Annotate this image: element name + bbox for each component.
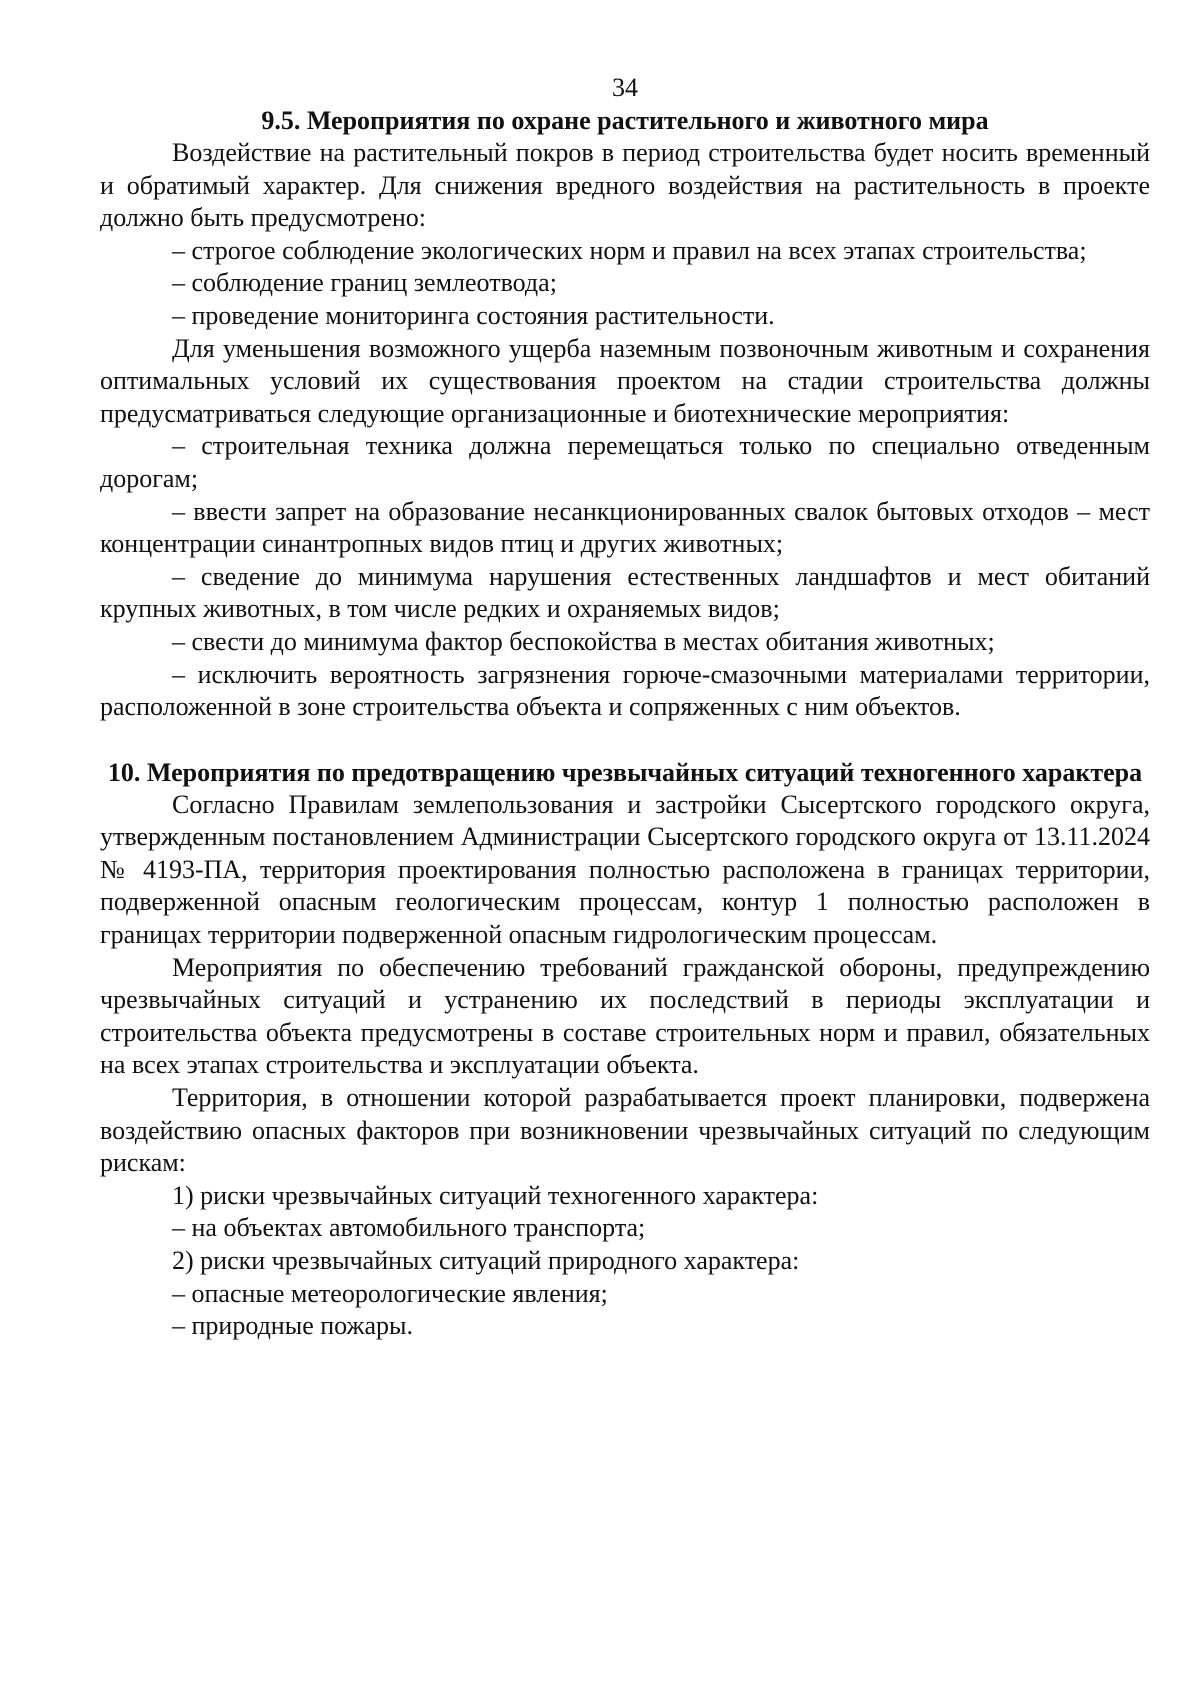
section-9-5-item-6: – сведение до минимума нарушения естественных ландшафтов и мест обитаний крупных животных, в том числе редких и охраняемых видов; <box>100 561 1150 624</box>
section-9-5-paragraph-2: Для уменьшения возможного ущерба наземным позвоночным животным и сохранения оптимальных условий их существования проектом на стадии строительства должны предусматриваться следующие организационные и биотехнические мероприятия: <box>100 333 1150 428</box>
section-9-5-item-4: – строительная техника должна перемещаться только по специально отведенным дорогам; <box>100 431 1150 493</box>
section-10-heading: 10. Мероприятия по предотвращению чрезвычайных ситуаций техногенного характера <box>107 757 1143 787</box>
section-9-5-item-3: – проведение мониторинга состояния растительности. <box>172 300 775 330</box>
page-number: 34 <box>612 73 638 102</box>
section-10-list-item-4: – опасные метеорологические явления; <box>172 1278 608 1308</box>
document-page <box>100 72 1150 1343</box>
section-10-list-item-5: – природные пожары. <box>172 1311 413 1341</box>
section-10-list-item-3: 2) риски чрезвычайных ситуаций природного характера: <box>172 1246 800 1275</box>
section-9-5-item-7: – свести до минимума фактор беспокойства в местах обитания животных; <box>172 626 995 656</box>
section-10-paragraph-3: Территория, в отношении которой разрабатывается проект планировки, подвержена воздействию опасных факторов при возникновении чрезвычайных ситуаций по следующим рискам: <box>100 1083 1150 1178</box>
section-10-paragraph-1: Согласно Правилам землепользования и застройки Сысертского городского округа, утвержденным постановлением Администрации Сысертского городского округа от 13.11.2024 № 4193-ПА, территория проектирования полностью расположена в границах территории, подверженной опасным геологическим процессам, контур 1 полностью расположен в границах территории подверженной опасным гидрологическим процессам. <box>100 789 1150 950</box>
section-10-list-item-2: – на объектах автомобильного транспорта; <box>172 1213 646 1243</box>
section-9-5-item-2: – соблюдение границ землеотвода; <box>172 268 557 298</box>
section-9-5-item-1: – строгое соблюдение экологических норм и правил на всех этапах строительства; <box>172 235 1087 265</box>
section-10-paragraph-2: Мероприятия по обеспечению требований гражданской обороны, предупреждению чрезвычайных ситуаций и устранению их последствий в периоды эксплуатации и строительства объекта предусмотрены в составе строительных норм и правил, обязательных на всех этапах строительства и эксплуатации объекта. <box>100 952 1150 1080</box>
section-9-5-item-5: – ввести запрет на образование несанкционированных свалок бытовых отходов – мест концентрации синантропных видов птиц и других животных; <box>100 496 1150 559</box>
section-9-5-heading: 9.5. Мероприятия по охране растительного и животного мира <box>261 106 989 135</box>
section-gap <box>100 724 1150 756</box>
section-9-5-paragraph-1: Воздействие на растительный покров в период строительства будет носить временный и обратимый характер. Для снижения вредного воздействия на растительность в проекте должно быть предусмотрено: <box>100 138 1150 233</box>
section-9-5-item-8: – исключить вероятность загрязнения горюче-смазочными материалами территории, расположенной в зоне строительства объекта и сопряженных с ним объектов. <box>100 659 1150 722</box>
section-10-list-item-1: 1) риски чрезвычайных ситуаций техногенного характера: <box>172 1180 819 1210</box>
